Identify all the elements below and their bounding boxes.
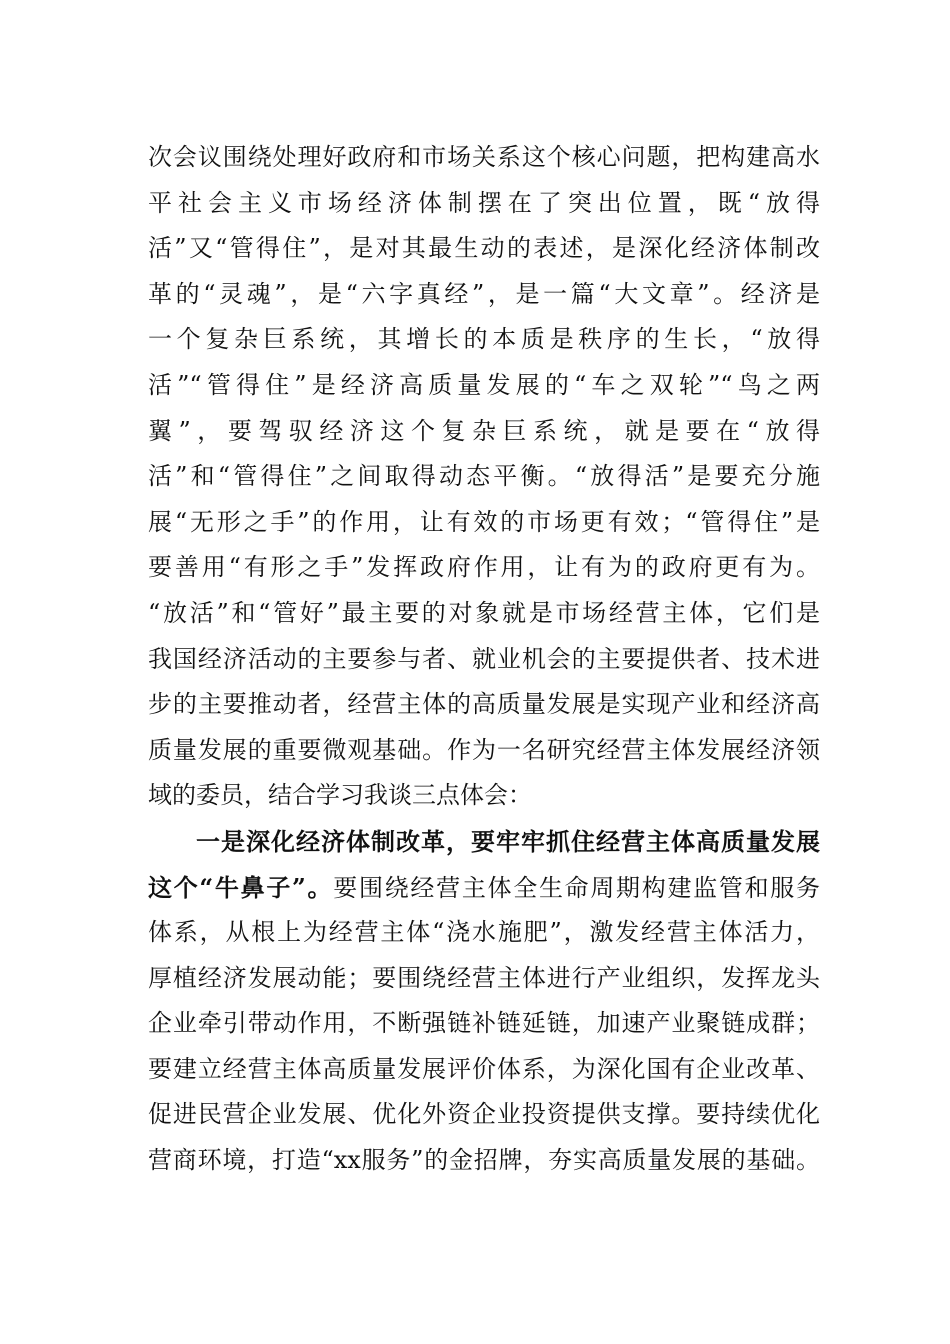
text-line: 域的委员，结合学习我谈三点体会： xyxy=(148,781,532,810)
text-line: “放活”和“管好”最主要的对象就是市场经营主体，它们是 xyxy=(148,598,820,627)
document-page xyxy=(148,135,820,1184)
text-line: 质量发展的重要微观基础。作为一名研究经营主体发展经济领 xyxy=(148,735,820,764)
paragraph-intro xyxy=(148,135,820,819)
text-line: 要善用“有形之手”发挥政府作用，让有为的政府更有为。 xyxy=(148,553,820,582)
text-line xyxy=(148,865,820,911)
text-line: 翼”，要驾驭经济这个复杂巨系统，就是要在“放得 xyxy=(148,416,820,445)
text-line: 展“无形之手”的作用，让有效的市场更有效；“管得住”是 xyxy=(148,507,820,536)
text-line: 体系，从根上为经营主体“浇水施肥”，激发经营主体活力， xyxy=(148,918,820,947)
text-line: 革的“灵魂”，是“六字真经”，是一篇“大文章”。经济是 xyxy=(148,279,820,308)
text-line: 厚植经济发展动能；要围绕经营主体进行产业组织，发挥龙头 xyxy=(148,963,820,992)
text-line: 平社会主义市场经济体制摆在了突出位置，既“放得 xyxy=(148,188,820,217)
text-line: 促进民营企业发展、优化外资企业投资提供支撑。要持续优化 xyxy=(148,1100,820,1129)
point-heading-line: 一是深化经济体制改革，要牢牢抓住经营主体高质量发展 xyxy=(196,826,820,856)
text-line: 活”和“管得住”之间取得动态平衡。“放得活”是要充分施 xyxy=(148,462,820,491)
point-heading-tail: 这个“牛鼻子”。 xyxy=(148,872,334,902)
text-line: 营商环境，打造“xx服务”的金招牌，夯实高质量发展的基础。 xyxy=(148,1146,820,1175)
text-line: 一个复杂巨系统，其增长的本质是秩序的生长，“放得 xyxy=(148,325,820,354)
paragraph-point-one xyxy=(148,819,820,1184)
text-line: 步的主要推动者，经营主体的高质量发展是实现产业和经济高 xyxy=(148,690,820,719)
text-line: 要建立经营主体高质量发展评价体系，为深化国有企业改革、 xyxy=(148,1054,820,1083)
text-line: 活”又“管得住”，是对其最生动的表述，是深化经济体制改 xyxy=(148,234,820,263)
text-line: 活”“管得住”是经济高质量发展的“车之双轮”“鸟之两 xyxy=(148,370,820,399)
text-span: 要围绕经营主体全生命周期构建监管和服务 xyxy=(333,873,821,902)
text-line: 我国经济活动的主要参与者、就业机会的主要提供者、技术进 xyxy=(148,644,820,673)
text-line: 次会议围绕处理好政府和市场关系这个核心问题，把构建高水 xyxy=(148,143,820,171)
text-line: 企业牵引带动作用，不断强链补链延链，加速产业聚链成群； xyxy=(148,1009,820,1038)
